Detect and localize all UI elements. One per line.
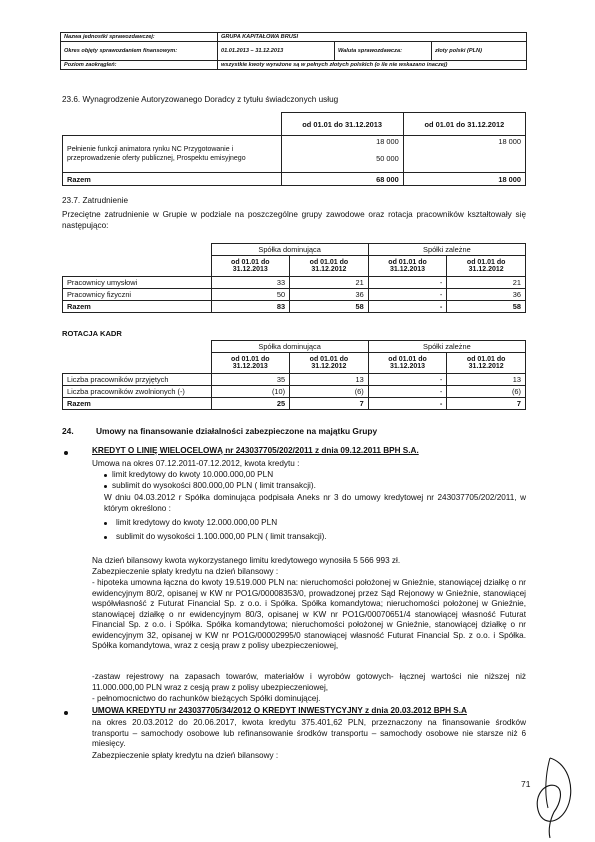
credit1-line1: Umowa na okres 07.12.2011-07.12.2012, kwota kredytu : [92,459,300,468]
fee-total-2012: 18 000 [403,173,525,186]
cell: - [368,277,447,289]
rotation-col-b: od 01.01 do 31.12.2012 [290,353,369,374]
cell: 21 [290,277,369,289]
fee-row-2013 [281,136,403,173]
credit2-security-label: Zabezpieczenie spłaty kredytu na dzień bilansowy : [92,751,279,760]
report-header-table [60,32,527,70]
period-value: 01.01.2013 – 31.12.2013 [218,42,335,61]
page-number: 71 [521,779,531,789]
employment-col-c: od 01.01 do 31.12.2013 [368,256,447,277]
section-24-title: Umowy na finansowanie działalności zabezpieczone na majątku Grupy [96,426,378,436]
cell: 58 [447,301,526,313]
credit1-power-of-attorney: - pełnomocnictwo do rachunków bieżących Spółki dominującej. [92,694,321,703]
cell: - [368,386,447,398]
bullet-icon [104,485,107,488]
credit1-bullet1: limit kredytowy do kwoty 10.000.000,00 PLN [112,470,274,479]
employment-col-b: od 01.01 do 31.12.2012 [290,256,369,277]
bullet-icon [64,451,68,455]
rotation-group-subs: Spółki zależne [368,341,525,353]
rotation-col-c: od 01.01 do 31.12.2013 [368,353,447,374]
credit1-bullet2: sublimit do wysokości 800.000,00 PLN ( limit transakcji). [112,481,316,490]
bullet-icon [104,522,107,525]
cell: (6) [447,386,526,398]
rotation-group-parent: Spółka dominująca [211,341,368,353]
cell: 35 [211,374,290,386]
period-label: Okres objęty sprawozdaniem finansowym: [61,42,218,61]
advisor-fee-table [62,112,526,186]
cell: 50 [211,289,290,301]
credit2-description: na okres 20.03.2012 do 20.06.2017, kwota kredytu 375.401,62 PLN, przeznaczony na finansowanie środków transportu – samochody osobowe lub refinansowanie środków transportu – samochody osobowe nie starsze niż 6 miesięcy. [92,718,526,748]
credit1-bullet4: sublimit do wysokości 1.100.000,00 PLN ( limit transakcji). [116,532,327,541]
rounding-label: Poziom zaokrągleń: [61,61,218,70]
rounding-value: wszystkie kwoty wyrażone są w pełnych złotych polskich (o ile nie wskazano inaczej) [218,61,527,70]
cell: 25 [211,398,290,410]
cell: 36 [290,289,369,301]
cell: 13 [447,374,526,386]
fee-row-2012: 18 000 [403,136,525,173]
row-label: Pracownicy fizyczni [63,289,212,301]
fee-total-2013: 68 000 [281,173,403,186]
section-23-6-title: 23.6. Wynagrodzenie Autoryzowanego Doradcy z tytułu świadczonych usług [62,95,339,104]
table-row [63,301,526,313]
employment-intro: Przeciętne zatrudnienie w Grupie w podziale na poszczególne grupy zawodowe oraz rotacja pracowników kształtowały się następująco: [62,210,526,230]
row-label: Pracownicy umysłowi [63,277,212,289]
row-label: Razem [63,301,212,313]
rotation-col-a: od 01.01 do 31.12.2013 [211,353,290,374]
row-label: Razem [63,398,212,410]
cell: 33 [211,277,290,289]
credit1-title: KREDYT O LINIĘ WIELOCELOWĄ nr 243037705/202/2011 z dnia 09.12.2011 BPH S.A. [92,446,419,455]
table-row [63,289,526,301]
table-row [63,386,526,398]
fee-row-label: Pełnienie funkcji animatora rynku NC Przygotowanie i przeprowadzenie oferty publicznej, Prospektu emisyjnego [63,136,282,173]
cell: 7 [447,398,526,410]
cell: - [368,289,447,301]
credit1-annex: W dniu 04.03.2012 r Spółka dominująca podpisała Aneks nr 3 do umowy kredytowej nr 243037705/202/2011, w którym określono : [104,493,526,513]
cell: 7 [290,398,369,410]
bullet-icon [104,536,107,539]
credit1-mortgage: - hipoteka umowna łączna do kwoty 19.519.000 PLN na: nieruchomości położonej w Gnieźnie, stanowiącej działkę o nr ewidencyjnym 80/2, opisanej w KW nr PO1G/00008353/0, prowadzonej przez Sąd Rejonowy w Gnieźnie, stanowiącej współwłasność z Futurat Financial Sp. z o.o. i Spółka. Spółka komandytowa; nieruchomości położonej w Gnieźnie, stanowiącej działkę o nr ewidencyjnym 80/3, opisanej w KW nr PO1G/00070651/4 stanowiącej własność Futurat Financial Sp. z o.o. i Spółka. Spółka komandytowa; nieruchomości położonej w Gnieźnie, stanowiącej działkę o nr ewidencyjnym 32, opisanej w KW nr PO1G/00002995/0 stanowiącej własność Futurat Financial Sp. z o.o. i Spółka. Spółka komandytowa, wraz z cesją praw z polisy ubezpieczeniowej, [92,578,526,650]
signature-icon [520,752,580,840]
employment-table [62,243,526,313]
cell: - [368,398,447,410]
cell: 13 [290,374,369,386]
rotation-title: ROTACJA KADR [62,329,122,338]
fee-2013-b: 50 000 [376,154,399,163]
col-2013: od 01.01 do 31.12.2013 [281,113,403,136]
currency-value: złoty polski (PLN) [432,42,527,61]
cell: 58 [290,301,369,313]
row-label: Liczba pracowników przyjętych [63,374,212,386]
cell: (10) [211,386,290,398]
unit-label: Nazwa jednostki sprawozdawczej: [61,33,218,42]
employment-group-subs: Spółki zależne [368,244,525,256]
rotation-col-d: od 01.01 do 31.12.2012 [447,353,526,374]
section-24-number: 24. [62,426,74,436]
fee-total-label: Razem [63,173,282,186]
cell: 83 [211,301,290,313]
employment-col-a: od 01.01 do 31.12.2013 [211,256,290,277]
currency-label: Waluta sprawozdawcza: [335,42,432,61]
credit1-bullet3: limit kredytowy do kwoty 12.000.000,00 PLN [116,518,278,527]
cell: 21 [447,277,526,289]
fee-2013-a: 18 000 [376,137,399,146]
cell: - [368,301,447,313]
unit-value: GRUPA KAPITAŁOWA BRUSI [218,33,527,42]
employment-col-d: od 01.01 do 31.12.2012 [447,256,526,277]
credit1-security-label: Zabezpieczenie spłaty kredytu na dzień bilansowy : [92,567,279,576]
table-row [63,374,526,386]
bullet-icon [64,711,68,715]
employment-group-parent: Spółka dominująca [211,244,368,256]
table-row [63,398,526,410]
bullet-icon [104,474,107,477]
col-2012: od 01.01 do 31.12.2012 [403,113,525,136]
credit2-title: UMOWA KREDYTU nr 243037705/34/2012 O KREDYT INWESTYCYJNY z dnia 20.03.2012 BPH S.A [92,706,467,715]
credit1-used-limit: Na dzień bilansowy kwota wykorzystanego limitu kredytowego wynosiła 5 566 993 zł. [92,556,401,565]
cell: - [368,374,447,386]
rotation-table [62,340,526,410]
cell: 36 [447,289,526,301]
row-label: Liczba pracowników zwolnionych (-) [63,386,212,398]
section-23-7-title: 23.7. Zatrudnienie [62,196,128,205]
cell: (6) [290,386,369,398]
table-row [63,277,526,289]
credit1-pledge: -zastaw rejestrowy na zapasach towarów, materiałów i wyrobów gotowych- łącznej wartości nie niższej niż 11.000.000,00 PLN wraz z cesją praw z polisy ubezpieczeniowej, [92,672,526,692]
